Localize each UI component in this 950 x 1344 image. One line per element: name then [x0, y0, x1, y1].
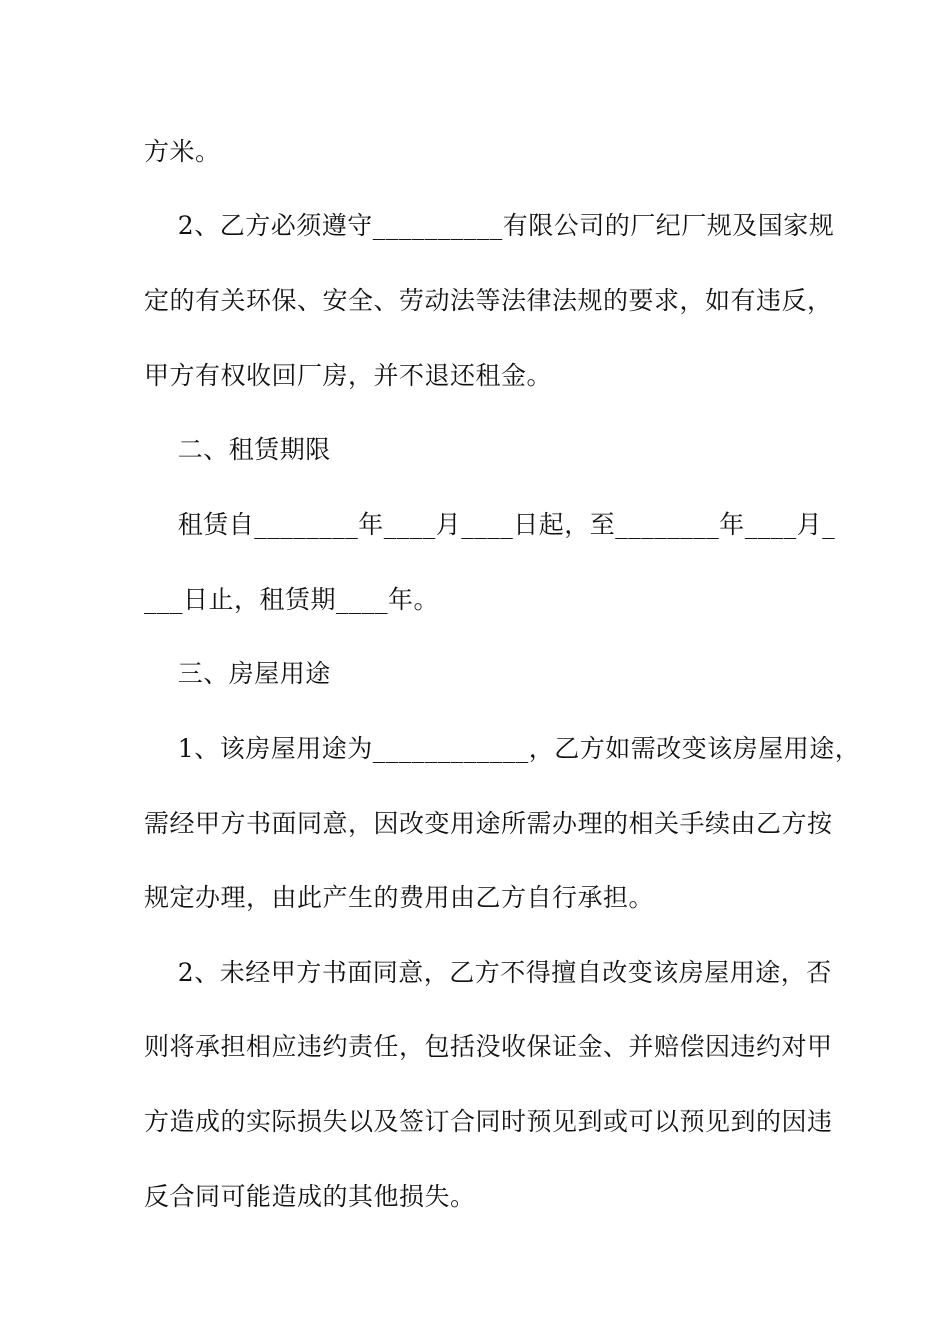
- text-line: 需经甲方书面同意，因改变用途所需办理的相关手续由乙方按: [144, 809, 833, 838]
- text-line: 1、该房屋用途为____________，乙方如需改变该房屋用途，: [144, 734, 861, 763]
- text-line: 方米。: [144, 137, 221, 166]
- text-line: 甲方有权收回厂房，并不退还租金。: [144, 361, 553, 390]
- text-line: 反合同可能造成的其他损失。: [144, 1182, 476, 1211]
- text-line: ___日止，租赁期____年。: [144, 585, 440, 614]
- section-heading: 二、租赁期限: [144, 435, 331, 464]
- text-line: 2、未经甲方书面同意，乙方不得擅自改变该房屋用途，否: [144, 958, 832, 987]
- text-line: 则将承担相应违约责任，包括没收保证金、并赔偿因违约对甲: [144, 1032, 833, 1061]
- text-line: 租赁自________年____月____日起，至________年____月_: [144, 510, 836, 539]
- text-line: 规定办理，由此产生的费用由乙方自行承担。: [144, 883, 655, 912]
- text-line: 2、乙方必须遵守__________有限公司的厂纪厂规及国家规: [144, 211, 835, 240]
- text-line: 方造成的实际损失以及签订合同时预见到或可以预见到的因违: [144, 1107, 833, 1136]
- section-heading: 三、房屋用途: [144, 659, 331, 688]
- text-line: 定的有关环保、安全、劳动法等法律法规的要求，如有违反，: [144, 286, 833, 315]
